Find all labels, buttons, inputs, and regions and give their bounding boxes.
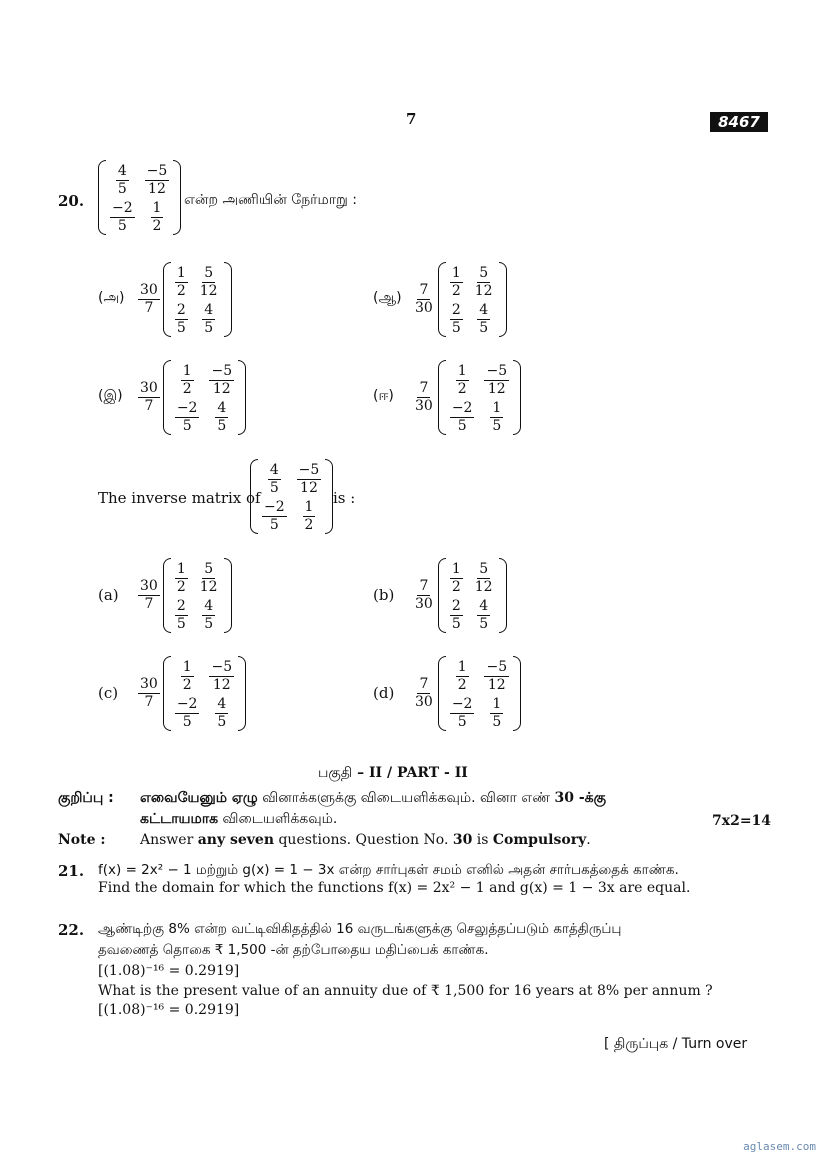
denominator: 5 xyxy=(451,320,461,337)
denominator: 7 xyxy=(144,595,154,612)
denominator: 2 xyxy=(176,282,186,299)
matrix-grid xyxy=(445,656,514,731)
matrix-entry xyxy=(445,558,468,595)
numerator: 4 xyxy=(117,163,127,179)
note-en-bold3: Compulsory xyxy=(492,832,587,848)
numerator: 4 xyxy=(217,696,227,713)
matrix-grid xyxy=(170,262,225,337)
note-tamil-bold2: கட்டாயமாக xyxy=(140,811,219,827)
denominator: 12 xyxy=(199,578,218,595)
numerator: −2 xyxy=(176,400,198,417)
option-label: (d) xyxy=(373,684,395,703)
option-tamil-ii[interactable] xyxy=(373,360,521,435)
matrix-entry-fraction xyxy=(175,303,188,335)
q22-tamil-line1: ஆண்டிற்கு 8% என்ற வட்டிவிகிதத்தில் 16 வருடங்களுக்கு செலுத்தப்படும் காத்திருப்பு xyxy=(98,921,622,937)
matrix-entry-fraction xyxy=(175,697,200,729)
matrix-entry-fraction xyxy=(450,401,475,433)
matrix-entry xyxy=(170,558,193,595)
matrix-entry-fraction xyxy=(473,562,495,594)
q22-english: What is the present value of an annuity due of ₹ 1,500 for 16 years at 8% per annum ? xyxy=(98,983,713,999)
matrix-entry-fraction xyxy=(450,303,463,335)
numerator: 1 xyxy=(152,200,162,217)
denominator: 12 xyxy=(487,380,506,397)
matrix-entry xyxy=(479,360,514,397)
numerator: 7 xyxy=(419,676,429,693)
question-matrix xyxy=(98,160,181,235)
matrix-grid xyxy=(170,360,239,435)
denominator: 12 xyxy=(212,380,231,397)
matrix-entry-fraction xyxy=(110,201,135,233)
turn-over: [ திருப்புக / Turn over xyxy=(604,1036,748,1052)
note-en-4: . xyxy=(586,832,591,848)
option-b[interactable] xyxy=(373,558,507,633)
denominator: 30 xyxy=(415,595,433,612)
matrix-entry xyxy=(445,360,480,397)
denominator: 5 xyxy=(182,714,192,731)
denominator: 5 xyxy=(182,418,192,435)
q20-english-suffix: is : xyxy=(333,489,356,507)
numerator: 7 xyxy=(419,380,429,397)
denominator: 5 xyxy=(451,616,461,633)
matrix-entry xyxy=(170,397,205,434)
matrix-entry-fraction xyxy=(450,266,463,298)
matrix-entry-fraction xyxy=(209,660,234,692)
denominator: 5 xyxy=(492,714,502,731)
matrix-entry-fraction xyxy=(268,463,281,495)
denominator: 12 xyxy=(199,282,218,299)
denominator: 12 xyxy=(474,282,493,299)
matrix-entry xyxy=(445,299,468,336)
note-en-label: Note : xyxy=(58,832,106,848)
denominator: 30 xyxy=(415,299,433,316)
matrix-entry xyxy=(170,656,205,693)
option-scalar xyxy=(138,283,160,315)
note-tamil-kku: -க்கு xyxy=(573,790,606,806)
q22-hint1: [(1.08)⁻¹⁶ = 0.2919] xyxy=(98,963,240,979)
matrix-entry-fraction xyxy=(198,266,220,298)
matrix-entry-fraction xyxy=(473,266,495,298)
note-en-1: Answer xyxy=(140,832,198,848)
matrix-entry-fraction xyxy=(175,599,188,631)
numerator: 4 xyxy=(217,400,227,417)
denominator: 5 xyxy=(457,714,467,731)
matrix-entry-fraction xyxy=(181,660,194,692)
matrix-entry xyxy=(140,197,175,234)
note-tamil-line2-rest: விடையளிக்கவும். xyxy=(218,811,338,827)
denominator: 2 xyxy=(304,517,314,534)
matrix-entry-fraction xyxy=(303,500,316,532)
matrix-entry-fraction xyxy=(477,303,490,335)
denominator: 30 xyxy=(415,397,433,414)
matrix-entry-fraction xyxy=(490,401,503,433)
note-tamil-line1-rest: வினாக்களுக்கு விடையளிக்கவும். வினா எண் xyxy=(257,790,555,806)
numerator: 1 xyxy=(176,561,186,577)
matrix-entry-fraction xyxy=(175,401,200,433)
watermark: aglasem.com xyxy=(743,1140,816,1153)
denominator: 7 xyxy=(144,299,154,316)
numerator: 4 xyxy=(479,302,489,319)
option-label: (a) xyxy=(98,586,119,605)
option-scalar xyxy=(138,677,160,709)
matrix-grid xyxy=(170,656,239,731)
matrix-entry xyxy=(479,693,514,730)
numerator: 5 xyxy=(204,561,214,577)
matrix-entry xyxy=(170,693,205,730)
numerator: 5 xyxy=(204,265,214,281)
numerator: 1 xyxy=(182,659,192,675)
matrix-entry xyxy=(193,262,225,299)
numerator: 2 xyxy=(451,302,461,319)
paper-code-badge: 8467 xyxy=(710,112,768,132)
denominator: 2 xyxy=(451,282,461,299)
denominator: 5 xyxy=(479,616,489,633)
numerator: 1 xyxy=(451,265,461,281)
matrix-entry xyxy=(170,299,193,336)
denominator: 5 xyxy=(117,218,127,235)
matrix-entry xyxy=(445,262,468,299)
numerator: 30 xyxy=(140,282,158,299)
matrix-brackets xyxy=(250,459,333,534)
numerator: 5 xyxy=(479,561,489,577)
numerator: −5 xyxy=(146,163,168,179)
matrix-entry xyxy=(468,595,500,632)
numerator: 2 xyxy=(176,302,186,319)
option-c[interactable] xyxy=(98,656,246,731)
option-label: (ஆ) xyxy=(373,290,402,307)
matrix-entry-fraction xyxy=(202,303,215,335)
numerator: 4 xyxy=(204,598,214,615)
numerator: −5 xyxy=(486,363,508,379)
note-en-text xyxy=(140,832,591,848)
matrix-entry-fraction xyxy=(202,599,215,631)
matrix-entry xyxy=(204,397,239,434)
matrix-entry-fraction xyxy=(484,364,509,396)
matrix-entry xyxy=(170,262,193,299)
matrix-entry-fraction xyxy=(175,266,188,298)
matrix-entry-fraction xyxy=(215,697,228,729)
matrix-entry xyxy=(292,459,327,496)
numerator: −2 xyxy=(264,499,285,516)
numerator: 1 xyxy=(304,499,314,516)
numerator: 1 xyxy=(492,696,502,713)
matrix-entry-fraction xyxy=(145,164,170,196)
matrix-entry xyxy=(468,262,500,299)
option-label: (c) xyxy=(98,684,119,703)
numerator: −5 xyxy=(211,363,233,379)
denominator: 5 xyxy=(269,479,279,496)
numerator: 2 xyxy=(451,598,461,615)
note-tamil-bold1: எவையேனும் ஏழு xyxy=(140,790,258,806)
matrix-entry-fraction xyxy=(209,364,234,396)
denominator: 7 xyxy=(144,397,154,414)
option-label: (அ) xyxy=(98,290,125,307)
numerator: 1 xyxy=(176,265,186,281)
denominator: 2 xyxy=(182,380,192,397)
numerator: −5 xyxy=(298,462,320,478)
question-number-21: 21. xyxy=(58,862,85,880)
matrix-brackets xyxy=(98,160,181,235)
note-en-3: is xyxy=(472,832,493,848)
denominator: 7 xyxy=(144,693,154,710)
numerator: 1 xyxy=(492,400,502,417)
matrix-entry-fraction xyxy=(450,697,475,729)
matrix-entry-fraction xyxy=(450,562,463,594)
matrix-entry-fraction xyxy=(215,401,228,433)
note-en-bold1: any seven xyxy=(197,832,275,848)
q20-english-prefix: The inverse matrix of xyxy=(98,489,261,507)
option-label: (இ) xyxy=(98,388,123,405)
matrix-entry xyxy=(468,299,500,336)
question-matrix-english xyxy=(250,459,333,534)
matrix-brackets xyxy=(438,262,507,337)
numerator: 4 xyxy=(204,302,214,319)
matrix-brackets xyxy=(163,360,246,435)
matrix-brackets xyxy=(438,656,521,731)
numerator: 1 xyxy=(457,659,467,675)
option-label: (b) xyxy=(373,586,395,605)
option-scalar xyxy=(138,579,160,611)
q22-hint2: [(1.08)⁻¹⁶ = 0.2919] xyxy=(98,1002,240,1018)
numerator: 1 xyxy=(457,363,467,379)
matrix-entry xyxy=(204,360,239,397)
numerator: −5 xyxy=(486,659,508,675)
numerator: 4 xyxy=(269,462,279,478)
q22-tamil-line2: தவணைத் தொகை ₹ 1,500 -ன் தற்போதைய மதிப்பைக் காண்க. xyxy=(98,942,489,958)
option-label: (ஈ) xyxy=(373,388,394,405)
matrix-grid xyxy=(445,558,500,633)
part-heading-tamil: பகுதி xyxy=(318,765,353,781)
option-tamil-aa[interactable] xyxy=(373,262,507,337)
part-heading xyxy=(318,765,468,783)
numerator: 1 xyxy=(182,363,192,379)
numerator: 2 xyxy=(176,598,186,615)
matrix-grid xyxy=(257,459,326,534)
denominator: 5 xyxy=(204,320,214,337)
numerator: −2 xyxy=(176,696,198,713)
numerator: 30 xyxy=(140,578,158,595)
denominator: 5 xyxy=(457,418,467,435)
option-scalar xyxy=(413,381,435,413)
numerator: −2 xyxy=(112,200,133,217)
matrix-entry xyxy=(204,656,239,693)
denominator: 2 xyxy=(176,578,186,595)
denominator: 12 xyxy=(487,676,506,693)
page-number: 7 xyxy=(406,110,417,128)
denominator: 2 xyxy=(457,380,467,397)
matrix-entry xyxy=(257,459,292,496)
numerator: −2 xyxy=(451,696,473,713)
matrix-entry xyxy=(479,656,514,693)
matrix-entry xyxy=(257,496,292,533)
matrix-entry xyxy=(445,595,468,632)
matrix-entry-fraction xyxy=(181,364,194,396)
matrix-entry-fraction xyxy=(456,364,469,396)
numerator: 4 xyxy=(479,598,489,615)
numerator: 1 xyxy=(451,561,461,577)
note-tamil-30: 30 xyxy=(554,790,574,806)
matrix-entry-fraction xyxy=(456,660,469,692)
numerator: −2 xyxy=(451,400,473,417)
denominator: 5 xyxy=(176,616,186,633)
denominator: 5 xyxy=(117,180,127,197)
matrix-entry xyxy=(193,299,225,336)
option-tamil-i[interactable] xyxy=(98,360,246,435)
numerator: −5 xyxy=(211,659,233,675)
note-en-2: questions. Question No. xyxy=(274,832,453,848)
matrix-brackets xyxy=(438,558,507,633)
marks: 7x2=14 xyxy=(712,813,772,829)
matrix-entry xyxy=(170,360,205,397)
numerator: 30 xyxy=(140,380,158,397)
denominator: 12 xyxy=(474,578,493,595)
matrix-entry-fraction xyxy=(450,599,463,631)
question-number-20: 20. xyxy=(58,192,85,210)
matrix-entry xyxy=(105,160,140,197)
numerator: 30 xyxy=(140,676,158,693)
question-number-22: 22. xyxy=(58,921,85,939)
matrix-entry xyxy=(479,397,514,434)
matrix-grid xyxy=(170,558,225,633)
matrix-entry xyxy=(193,558,225,595)
denominator: 2 xyxy=(182,676,192,693)
matrix-entry-fraction xyxy=(151,201,164,233)
matrix-entry xyxy=(140,160,175,197)
matrix-entry-fraction xyxy=(490,697,503,729)
denominator: 2 xyxy=(451,578,461,595)
matrix-brackets xyxy=(438,360,521,435)
denominator: 5 xyxy=(176,320,186,337)
denominator: 5 xyxy=(479,320,489,337)
matrix-entry-fraction xyxy=(116,164,129,196)
option-tamil-a[interactable] xyxy=(98,262,232,337)
denominator: 30 xyxy=(415,693,433,710)
matrix-entry xyxy=(445,397,480,434)
matrix-entry-fraction xyxy=(198,562,220,594)
numerator: 7 xyxy=(419,282,429,299)
matrix-entry xyxy=(204,693,239,730)
matrix-entry xyxy=(468,558,500,595)
matrix-grid xyxy=(445,360,514,435)
q21-english: Find the domain for which the functions f(x) = 2x² − 1 and g(x) = 1 − 3x are equal. xyxy=(98,880,691,896)
note-tamil-label: குறிப்பு : xyxy=(58,790,114,806)
denominator: 5 xyxy=(492,418,502,435)
option-scalar xyxy=(413,579,435,611)
matrix-entry xyxy=(445,693,480,730)
note-tamil-line1 xyxy=(140,790,606,808)
option-scalar xyxy=(413,677,435,709)
matrix-entry xyxy=(193,595,225,632)
q20-tamil-text: என்ற அணியின் நேர்மாறு : xyxy=(184,192,357,208)
numerator: 7 xyxy=(419,578,429,595)
q21-tamil: f(x) = 2x² − 1 மற்றும் g(x) = 1 − 3x என்ற சார்புகள் சமம் எனில் அதன் சார்பகத்தைக் காண்க. xyxy=(98,862,679,878)
denominator: 2 xyxy=(152,218,162,235)
matrix-entry xyxy=(170,595,193,632)
matrix-entry-fraction xyxy=(477,599,490,631)
denominator: 5 xyxy=(217,714,227,731)
denominator: 5 xyxy=(269,517,279,534)
matrix-grid xyxy=(105,160,174,235)
matrix-entry xyxy=(292,496,327,533)
matrix-entry-fraction xyxy=(175,562,188,594)
matrix-brackets xyxy=(163,262,232,337)
denominator: 5 xyxy=(204,616,214,633)
option-scalar xyxy=(413,283,435,315)
denominator: 12 xyxy=(148,180,166,197)
matrix-brackets xyxy=(163,656,246,731)
denominator: 5 xyxy=(217,418,227,435)
matrix-entry xyxy=(445,656,480,693)
matrix-entry-fraction xyxy=(484,660,509,692)
note-en-bold2: 30 xyxy=(452,832,473,848)
matrix-entry-fraction xyxy=(297,463,322,495)
matrix-grid xyxy=(445,262,500,337)
matrix-brackets xyxy=(163,558,232,633)
numerator: 5 xyxy=(479,265,489,281)
note-tamil-line2 xyxy=(140,811,337,829)
option-a[interactable] xyxy=(98,558,232,633)
denominator: 12 xyxy=(300,479,318,496)
denominator: 2 xyxy=(457,676,467,693)
matrix-entry xyxy=(105,197,140,234)
option-scalar xyxy=(138,381,160,413)
matrix-entry-fraction xyxy=(262,500,287,532)
part-heading-rest: – II / PART - II xyxy=(352,765,468,781)
denominator: 12 xyxy=(212,676,231,693)
option-d[interactable] xyxy=(373,656,521,731)
